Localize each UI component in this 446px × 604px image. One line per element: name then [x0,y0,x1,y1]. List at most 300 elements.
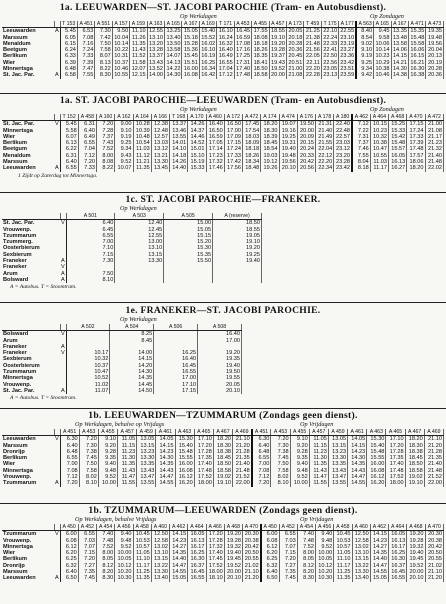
departure-time: 7.15 [279,550,297,556]
departure-time: 7.37 [97,134,115,140]
train-number: A 163 [147,21,164,28]
train-number: A 470 [243,524,261,531]
departure-time: 12.50 [352,531,370,538]
station-name: Berlikum [3,556,27,563]
departure-time: 20.33 [297,153,315,159]
departure-time: 20.24 [297,146,315,152]
departure-time: 21.10 [425,569,444,575]
departure-time: 22.33 [323,40,338,47]
departure-time: 11.05 [118,436,137,443]
departure-time: 19.45 [224,556,242,562]
train-number: A 450 [261,524,279,531]
departure-time: 21.40 [316,128,334,134]
station-name: Bolsward [3,276,29,283]
departure-time: 22.10 [323,28,338,35]
departure-time: 17.05 [206,140,224,146]
departure-time: 20.00 [270,72,285,79]
station-name: Franeker [3,264,27,271]
departure-time: 13.03 [151,140,169,146]
departure-time: 6.49 [78,134,96,140]
departure-time: 14.06 [392,47,407,54]
departure-time: 7.20 [97,121,115,128]
arrival-departure-mark: A [55,28,59,35]
departure-time: 13.22 [352,563,370,569]
departure-time: 20.15 [297,140,315,146]
departure-time: 12.50 [151,531,169,538]
station-name: Vrouwenp. [3,474,32,481]
train-number: A 461 [348,429,367,436]
departure-time: 17.00 [198,338,242,344]
departure-time: 8.20 [297,569,315,575]
departure-time: 18.30 [405,443,424,449]
departure-time: 18.26 [243,153,261,159]
departure-time: 13.12 [151,146,169,152]
departure-time: 17.40 [194,461,213,467]
departure-time: 6.55 [279,531,297,538]
departure-time: 12.45 [115,227,164,233]
train-number: A 462 [170,524,188,531]
departure-time: 17.32 [206,159,224,165]
train-number: A 166 [151,114,169,121]
departure-time: 19.20 [213,245,262,251]
section-title: 1a. LEEUWARDEN—ST. JACOBI PAROCHIE (Tram- en Autobusdienst). [59,2,387,13]
departure-time: 10.30 [316,575,334,581]
train-number: A 473 [426,21,444,28]
station-name: Sexbierum [3,251,32,258]
train-number: A 472 [425,114,444,121]
departure-time: 20.42 [243,544,261,550]
departure-time: 13.55 [170,134,188,140]
departure-time: 7.20 [279,556,297,562]
departure-time: 19.40 [279,146,297,152]
departure-time: 22.20 [305,66,320,73]
departure-time: 10.17 [66,350,110,356]
departure-time: 9.45 [374,28,391,35]
departure-time: 19.20 [270,40,285,47]
departure-time: 10.47 [66,369,110,375]
departure-time: 10.05 [316,556,334,562]
departure-time: 20.10 [407,575,425,581]
departure-time: 21.20 [233,443,252,449]
departure-time: 20.38 [425,538,444,544]
departure-time: 9.52 [290,474,309,480]
station-name: Tzummarum [3,480,37,487]
departure-time: 7.15 [78,550,96,556]
departure-time: 13.47 [137,474,156,480]
departure-time: 7.00 [66,239,115,245]
departure-time: 17.15 [154,388,198,394]
departure-time: 7.52 [97,544,115,550]
departure-time: 16.50 [224,121,242,128]
departure-time: 14.46 [188,134,206,140]
departure-time: 22.40 [334,121,352,128]
departure-time: 19.26 [261,165,279,171]
departure-time: 7.00 [60,461,79,467]
station-name: Marssum [3,442,28,449]
departure-time: 16.08 [175,468,194,474]
departure-time: 11.26 [130,35,147,41]
departure-time: 15.52 [201,34,216,41]
train-number: A 474 [279,114,297,121]
departure-time: 13.35 [328,461,347,467]
departure-time: 16.30 [389,556,407,562]
departure-time: 16.55 [389,575,407,581]
departure-time: 9.28 [290,449,309,455]
departure-time: 16.42 [201,72,216,79]
departure-time: 22.24 [323,34,338,41]
departure-time: 7.12 [60,474,79,480]
departure-time: 19.56 [279,159,297,165]
table-row [2,53,444,59]
departure-time: 19.10 [405,480,424,486]
departure-time: 21.48 [233,468,252,474]
departure-time: 14.35 [110,375,154,381]
departure-time: 15.33 [188,165,206,171]
departure-time: 17.35 [386,455,405,461]
departure-time: 10.06 [375,40,390,47]
departure-time: 10.30 [115,575,133,581]
departure-time: 15.15 [164,233,213,239]
departure-time: 9.19 [356,53,373,59]
departure-time: 14.05 [156,436,175,443]
departure-time: 20.36 [288,47,303,54]
departure-time: 17.40 [206,550,224,556]
departure-time: 5.58 [60,128,78,134]
train-number: A 454 [297,524,315,531]
departure-time: 14.15 [392,53,407,60]
train-number: T 153 [60,21,77,28]
departure-time: 14.23 [170,538,188,544]
station-name: Berlikum [3,140,27,147]
departure-time: 19.12 [261,159,279,165]
station-name: Oosterbierum [3,245,40,252]
footnote: A = Autobus. T = Stoomtram. [10,284,77,291]
departure-time: 10.45 [334,531,352,538]
departure-time: 16.50 [206,128,224,134]
departure-time: 20.30 [243,531,261,538]
departure-time: 7.58 [271,468,290,474]
departure-time: 6.00 [261,531,279,538]
departure-time: 6.15 [60,41,77,47]
departure-time: 20.18 [288,34,303,41]
departure-time: 10.46 [114,66,129,73]
departure-time: 10.55 [370,153,388,159]
departure-time: 18.30 [213,443,232,449]
departure-time: 18.08 [253,34,268,41]
departure-time: 15.05 [164,227,213,233]
departure-time: 14.00 [110,350,154,356]
train-number: A 456 [316,524,334,531]
departure-time: 9.58 [374,35,391,41]
train-number: A 563 [356,21,373,28]
departure-time: 11.30 [118,455,137,461]
departure-time: 7.03 [279,538,297,544]
station-name: Beetgum [3,47,27,54]
timetable-grid [2,21,444,79]
departure-time: 21.52 [233,474,252,480]
arrival-departure-mark: A [61,387,65,394]
departure-time: 9.40 [115,531,133,538]
station-name: Leeuwarden [3,165,36,172]
departure-time: 6.55 [78,140,96,146]
train-number: A 464 [188,524,206,531]
departure-time: 9.10 [98,436,117,443]
departure-time: 20.36 [426,72,444,78]
departure-time: 14.23 [370,538,388,544]
departure-time: 14.13 [166,59,181,66]
footnote: 1 Zijdt op Zaterdag tot Minnertsga. [18,172,98,179]
departure-time: 7.30 [95,28,112,35]
departure-time: 23.59 [340,72,355,79]
departure-time: 20.00 [224,569,242,575]
departure-time: 11.52 [130,53,147,59]
group-label-fridays: Op Vrijdagen [300,421,334,428]
departure-time: 11.30 [309,455,328,461]
departure-time: 22.05 [305,53,320,60]
train-number: A 506 [154,324,198,331]
departure-time: 18.45 [213,455,232,461]
departure-time: 10.57 [334,544,352,550]
group-label-weekdays: Op Werkdagen [120,316,157,323]
departure-time: 10.14 [375,47,390,54]
departure-time: 19.28 [407,538,425,544]
departure-time: 21.28 [233,449,252,455]
departure-time: 20.42 [425,544,444,550]
departure-time: 20.28 [426,66,444,72]
departure-time: 20.10 [224,575,242,581]
departure-time: 6.31 [60,153,78,159]
departure-time: 23.27 [340,47,355,54]
departure-time: 13.47 [328,474,347,480]
departure-time: 16.40 [206,121,224,128]
departure-time: 17.45 [206,556,224,562]
departure-time: 20.10 [279,165,297,171]
departure-time: 13.23 [328,449,347,455]
train-number: A 465 [386,429,405,436]
departure-time: 6.25 [261,556,279,562]
departure-time: 21.20 [424,443,443,449]
departure-time: 11.21 [133,159,151,165]
departure-time: 23.10 [340,34,355,41]
departure-time: 12.38 [151,121,169,128]
departure-time: 6.32 [261,563,279,569]
departure-time: 7.40 [297,531,315,538]
departure-time: 17.56 [224,165,242,171]
departure-time: 16.24 [218,34,233,41]
section-title: 1e. FRANEKER—ST. JACOBI PAROCHIE. [125,305,321,316]
departure-time: 14.27 [170,544,188,550]
train-number: A 468 [407,524,425,531]
departure-time: 13.50 [166,40,181,47]
departure-time: 15.30 [367,436,386,443]
departure-time: 11.17 [370,165,388,171]
departure-time: 20.05 [288,28,303,35]
departure-time: 20.56 [297,165,315,171]
station-name: Leeuwarden [3,575,36,582]
departure-time: 16.45 [154,363,198,369]
departure-time: 9.40 [316,531,334,538]
departure-time: 16.37 [389,563,407,569]
departure-time: 14.47 [370,563,388,569]
departure-time: 6.12 [261,544,279,550]
train-number: A 452 [78,524,96,531]
departure-time: 16.40 [154,356,198,362]
departure-time: 19.52 [407,563,425,569]
departure-time: 23.13 [323,72,338,79]
departure-time: 10.39 [133,128,151,134]
departure-time: 9.48 [290,468,309,474]
departure-time: 19.40 [213,258,262,264]
departure-time: 19.20 [198,350,242,356]
departure-time: 11.03 [370,159,388,165]
departure-time: 14.20 [110,363,154,369]
departure-time: 7.45 [271,455,290,461]
departure-time: 11.47 [309,474,328,480]
train-number: A 464 [389,524,407,531]
departure-time: 18.20 [213,436,232,443]
departure-time: 14.45 [110,382,154,388]
departure-time: 14.47 [156,474,175,480]
departure-time: 14.27 [370,544,388,550]
departure-time: 10.00 [316,550,334,556]
train-number: A 455 [252,21,269,28]
departure-time: 13.02 [151,544,169,550]
train-number: A 167 [391,21,408,28]
departure-time: 21.02 [425,563,444,569]
departure-time: 18.35 [253,53,268,60]
departure-time: 19.37 [270,53,285,60]
departure-time: 22.57 [334,134,352,140]
arrival-departure-mark: V [61,264,65,271]
departure-time: 21.38 [305,34,320,41]
departure-time: 9.48 [316,538,334,544]
departure-time: 19.32 [407,544,425,550]
departure-time: 16.38 [410,72,425,79]
departure-time: 14.01 [170,140,188,146]
departure-time: 14.00 [149,72,164,79]
train-number: A 454 [97,524,115,531]
departure-time: 14.55 [370,569,388,575]
departure-time: 14.55 [348,480,367,486]
departure-time: 19.52 [224,563,242,569]
train-number: T 171 [217,21,234,28]
departure-time: 6.58 [60,72,77,78]
train-number: A 459 [137,429,156,436]
departure-time: 11.23 [118,449,137,455]
departure-time: 10.29 [375,59,390,66]
departure-time: 8.25 [110,331,154,338]
departure-time: 8.18 [352,165,370,171]
departure-time: 17.46 [206,165,224,171]
departure-time: 7.50 [271,461,290,467]
departure-time: 19.20 [407,531,425,538]
departure-time: 10.00 [290,480,309,486]
departure-time: 11.15 [309,443,328,449]
departure-time: 16.25 [389,550,407,556]
train-number: A 165 [165,21,182,28]
departure-time: 13.35 [392,28,407,35]
departure-time: 19.52 [270,66,285,73]
departure-time: 7.37 [352,140,370,146]
table-row [2,388,242,394]
departure-time: 8.10 [66,277,115,283]
departure-time: 7.52 [97,146,115,152]
train-number: A 172 [224,114,242,121]
departure-time: 16.30 [188,556,206,562]
departure-time: 6.13 [60,140,78,146]
departure-time: 8.02 [79,474,98,480]
train-number: A 503 [115,213,164,220]
timetable-1c [0,194,446,290]
departure-time: 19.50 [198,369,242,375]
departure-time: 13.30 [137,455,156,461]
departure-time: 10.47 [370,146,388,152]
train-number: A 469 [233,429,252,436]
departure-time: 7.20 [78,556,96,562]
departure-time: 14.47 [170,563,188,569]
departure-time: 12.55 [115,233,164,239]
departure-time: 18.18 [243,146,261,152]
departure-time: 9.00 [115,121,133,128]
departure-time: 15.35 [164,252,213,258]
arrival-departure-mark: V [55,531,59,538]
departure-time: 7.20 [271,436,290,443]
departure-time: 9.40 [98,461,117,467]
train-number: A 451 [60,429,79,436]
departure-time: 8.22 [97,165,115,171]
departure-time: 7.50 [79,461,98,467]
departure-time: 11.43 [118,468,137,474]
departure-time: 9.28 [98,449,117,455]
departure-time: 17.04 [218,66,233,73]
departure-time: 21.00 [425,121,444,128]
departure-time: 15.40 [367,443,386,449]
departure-time: 11.23 [309,449,328,455]
departure-time: 7.55 [77,72,94,78]
departure-time: 17.31 [236,59,251,66]
departure-time: 10.38 [370,140,388,146]
station-name: Franeker [3,343,27,350]
departure-time: 19.35 [426,28,444,35]
departure-time: 17.14 [206,146,224,152]
departure-time: 10.05 [115,556,133,562]
departure-time: 11.43 [309,468,328,474]
station-name: Wier [3,133,16,140]
departure-time: 22.34 [316,165,334,171]
departure-time: 21.32 [425,146,444,152]
departure-time: 17.00 [224,128,242,134]
station-name: St. Jac. Par. [3,220,35,227]
train-number: A 472 [243,114,261,121]
departure-time: 21.25 [305,28,320,35]
departure-time: 17.48 [407,146,425,152]
departure-time: 18.26 [253,47,268,54]
station-name: Sexbierum [3,356,32,363]
departure-time: 9.10 [115,128,133,134]
departure-time: 22.20 [316,159,334,165]
station-name: Tzummarum [3,369,37,376]
departure-time: 7.28 [97,128,115,134]
departure-time: 7.20 [252,480,271,486]
departure-time: 7.55 [352,153,370,159]
departure-time: 5.45 [60,28,77,35]
departure-time: 16.17 [389,544,407,550]
departure-time: 13.05 [328,436,347,443]
departure-time: 13.15 [328,443,347,449]
departure-time: 10.12 [316,563,334,569]
departure-time: 21.20 [425,575,444,581]
departure-time: 11.10 [130,28,147,35]
